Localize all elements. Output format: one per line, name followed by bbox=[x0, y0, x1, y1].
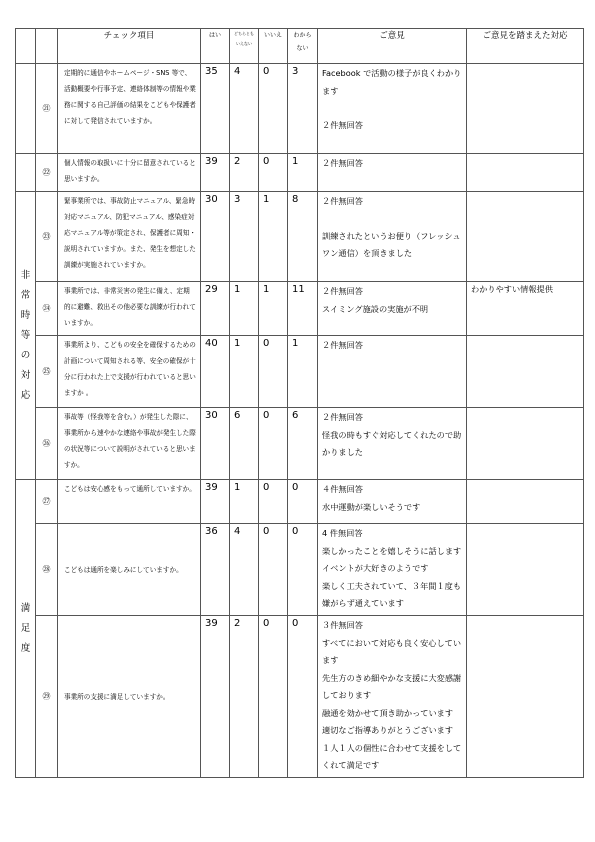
count-yes: 35 bbox=[201, 64, 230, 154]
opinion-cell bbox=[318, 64, 467, 154]
opinion-cell bbox=[318, 282, 467, 336]
count-unknown: 6 bbox=[288, 408, 318, 480]
opinion-text: ２件無回答 bbox=[322, 340, 363, 350]
opinion-text: 訓練されたというお便り（フレッシュワン通信）を頂きました bbox=[322, 230, 461, 258]
opinion-text: 4 件無回答 bbox=[322, 528, 363, 538]
question-text: 事業所では、非常災害の発生に備え、定期的に避難、救出その他必要な訓練が行われていますか。 bbox=[58, 282, 201, 336]
opinion-text: ２件無回答 bbox=[322, 196, 363, 206]
header-unknown-line2: ない bbox=[296, 45, 309, 52]
opinion-text: ２件無回答 bbox=[322, 286, 363, 296]
question-number: ㉕ bbox=[36, 336, 58, 408]
question-number: ㉘ bbox=[36, 524, 58, 616]
count-no: 0 bbox=[259, 480, 288, 524]
opinion-text: ４件無回答 bbox=[322, 484, 363, 494]
count-unknown: 8 bbox=[288, 192, 318, 282]
header-opinion: ご意見 bbox=[318, 29, 467, 64]
count-neutral: 2 bbox=[230, 154, 259, 192]
question-text: 事業所より、こどもの安全を確保するための計画について周知される等、安全の確保が十分に行われた上で支援が行われていると思いますか 。 bbox=[58, 336, 201, 408]
opinion-text: スイミング施設の実施が不明 bbox=[322, 303, 429, 314]
count-no: 0 bbox=[259, 336, 288, 408]
header-row bbox=[16, 29, 584, 64]
opinion-cell bbox=[318, 616, 467, 778]
question-text: こどもは安心感をもって通所していますか。 bbox=[58, 480, 201, 524]
category-char: 時 bbox=[20, 309, 31, 321]
response-cell bbox=[467, 616, 584, 778]
response-cell bbox=[467, 154, 584, 192]
count-neutral: 3 bbox=[230, 192, 259, 282]
category-cell-blank bbox=[16, 154, 36, 192]
count-yes: 39 bbox=[201, 616, 230, 778]
count-neutral: 4 bbox=[230, 64, 259, 154]
category-char: 等 bbox=[20, 329, 31, 341]
count-yes: 40 bbox=[201, 336, 230, 408]
question-number: ㉔ bbox=[36, 282, 58, 336]
count-yes: 29 bbox=[201, 282, 230, 336]
count-unknown: 3 bbox=[288, 64, 318, 154]
question-text: 事故等（怪我等を含む。）が発生した際に、事業所から速やかな連絡や事故が発生した際の状況等について説明がされていると思いますか。 bbox=[58, 408, 201, 480]
table-row bbox=[16, 154, 584, 192]
opinion-text: 適切なご指導ありがとうございます bbox=[322, 725, 454, 735]
category-emergency bbox=[16, 192, 36, 480]
question-number: ㉗ bbox=[36, 480, 58, 524]
question-number: ㉑ bbox=[36, 64, 58, 154]
count-yes: 39 bbox=[201, 480, 230, 524]
category-char: の bbox=[20, 349, 31, 361]
survey-table bbox=[15, 28, 584, 778]
header-unknown-line1: わから bbox=[293, 32, 312, 39]
header-unknown bbox=[288, 29, 318, 64]
category-satisfaction bbox=[16, 480, 36, 778]
count-no: 0 bbox=[259, 154, 288, 192]
count-neutral: 1 bbox=[230, 480, 259, 524]
table-row bbox=[16, 616, 584, 778]
response-cell bbox=[467, 64, 584, 154]
header-no: いいえ bbox=[259, 29, 288, 64]
count-yes: 30 bbox=[201, 192, 230, 282]
opinion-text: 融通を効かせて頂き助かっています bbox=[322, 707, 454, 718]
category-char: 非 bbox=[20, 269, 31, 281]
response-cell bbox=[467, 408, 584, 480]
count-yes: 39 bbox=[201, 154, 230, 192]
count-neutral: 6 bbox=[230, 408, 259, 480]
response-cell bbox=[467, 480, 584, 524]
count-yes: 30 bbox=[201, 408, 230, 480]
opinion-text: 怪我の時もすぐ対応してくれたので助かりました bbox=[322, 429, 462, 457]
table-row bbox=[16, 192, 584, 282]
count-no: 0 bbox=[259, 64, 288, 154]
opinion-cell bbox=[318, 480, 467, 524]
category-char: 満 bbox=[20, 602, 31, 614]
header-check-item: チェック項目 bbox=[58, 29, 201, 64]
count-unknown: 1 bbox=[288, 336, 318, 408]
opinion-text: すべてにおいて対応も良く安心しています bbox=[322, 637, 462, 665]
response-cell bbox=[467, 336, 584, 408]
header-response: ご意見を踏まえた対応 bbox=[467, 29, 584, 64]
question-text: こどもは通所を楽しみにしていますか。 bbox=[58, 524, 201, 616]
count-unknown: 0 bbox=[288, 480, 318, 524]
header-yes: はい bbox=[201, 29, 230, 64]
category-char: 度 bbox=[20, 642, 31, 654]
count-no: 0 bbox=[259, 616, 288, 778]
question-number: ㉙ bbox=[36, 616, 58, 778]
table-row bbox=[16, 282, 584, 336]
header-category bbox=[16, 29, 36, 64]
count-neutral: 1 bbox=[230, 282, 259, 336]
opinion-text: 先生方のきめ細やかな支援に大変感謝しております bbox=[322, 672, 462, 700]
count-unknown: 0 bbox=[288, 524, 318, 616]
opinion-cell bbox=[318, 336, 467, 408]
count-no: 1 bbox=[259, 282, 288, 336]
table-row bbox=[16, 336, 584, 408]
count-no: 1 bbox=[259, 192, 288, 282]
count-neutral: 2 bbox=[230, 616, 259, 778]
opinion-cell bbox=[318, 192, 467, 282]
count-no: 0 bbox=[259, 408, 288, 480]
question-text: 個人情報の取扱いに十分に留意されていると思いますか。 bbox=[58, 154, 201, 192]
category-cell-blank bbox=[16, 64, 36, 154]
header-neutral-line2: いえない bbox=[236, 41, 252, 46]
opinion-text: イベントが大好きのようです bbox=[322, 563, 429, 573]
opinion-cell bbox=[318, 154, 467, 192]
table-row bbox=[16, 480, 584, 524]
category-char: 足 bbox=[20, 622, 31, 634]
opinion-text: ２件無回答 bbox=[322, 120, 363, 130]
category-char: 応 bbox=[20, 389, 31, 401]
opinion-text: 水中運動が楽しいそうです bbox=[322, 501, 421, 512]
count-no: 0 bbox=[259, 524, 288, 616]
table-row bbox=[16, 524, 584, 616]
category-char: 常 bbox=[20, 289, 31, 301]
opinion-text: 楽しく工夫されていて、３年間１度も嫌がらず通えています bbox=[322, 580, 462, 608]
opinion-text: ３件無回答 bbox=[322, 620, 363, 630]
count-neutral: 1 bbox=[230, 336, 259, 408]
header-neutral-line1: どちらとも bbox=[234, 31, 254, 36]
opinion-cell bbox=[318, 524, 467, 616]
count-yes: 36 bbox=[201, 524, 230, 616]
question-number: ㉓ bbox=[36, 192, 58, 282]
opinion-text: 楽しかったことを嬉しそうに話します bbox=[322, 545, 462, 556]
opinion-text: Facebook で活動の様子が良くわかります bbox=[322, 68, 462, 96]
question-text: 緊事業所では、事故防止マニュアル、緊急時対応マニュアル、防犯マニュアル、感染症対応マニュアル等が策定され、保護者に周知・説明されていますか。また、発生を想定した訓練が実施されていますか。 bbox=[58, 192, 201, 282]
question-text: 定期的に通信やホームページ・SNS 等で、活動概要や行事予定、連絡体制等の情報や業務に関する自己評価の結果をこどもや保護者に対して発信されていますか。 bbox=[58, 64, 201, 154]
header-number bbox=[36, 29, 58, 64]
response-cell bbox=[467, 524, 584, 616]
table-row bbox=[16, 408, 584, 480]
header-neutral bbox=[230, 29, 259, 64]
opinion-text: ２件無回答 bbox=[322, 412, 363, 422]
opinion-cell bbox=[318, 408, 467, 480]
question-number: ㉖ bbox=[36, 408, 58, 480]
count-unknown: 0 bbox=[288, 616, 318, 778]
count-neutral: 4 bbox=[230, 524, 259, 616]
question-number: ㉒ bbox=[36, 154, 58, 192]
count-unknown: 11 bbox=[288, 282, 318, 336]
response-cell: わかりやすい情報提供 bbox=[467, 282, 584, 336]
table-row bbox=[16, 64, 584, 154]
opinion-text: ２件無回答 bbox=[322, 158, 363, 168]
response-cell bbox=[467, 192, 584, 282]
category-char: 対 bbox=[20, 369, 31, 381]
count-unknown: 1 bbox=[288, 154, 318, 192]
question-text: 事業所の支援に満足していますか。 bbox=[58, 616, 201, 778]
opinion-text: １人１人の個性に合わせて支援をしてくれて満足です bbox=[322, 742, 462, 770]
